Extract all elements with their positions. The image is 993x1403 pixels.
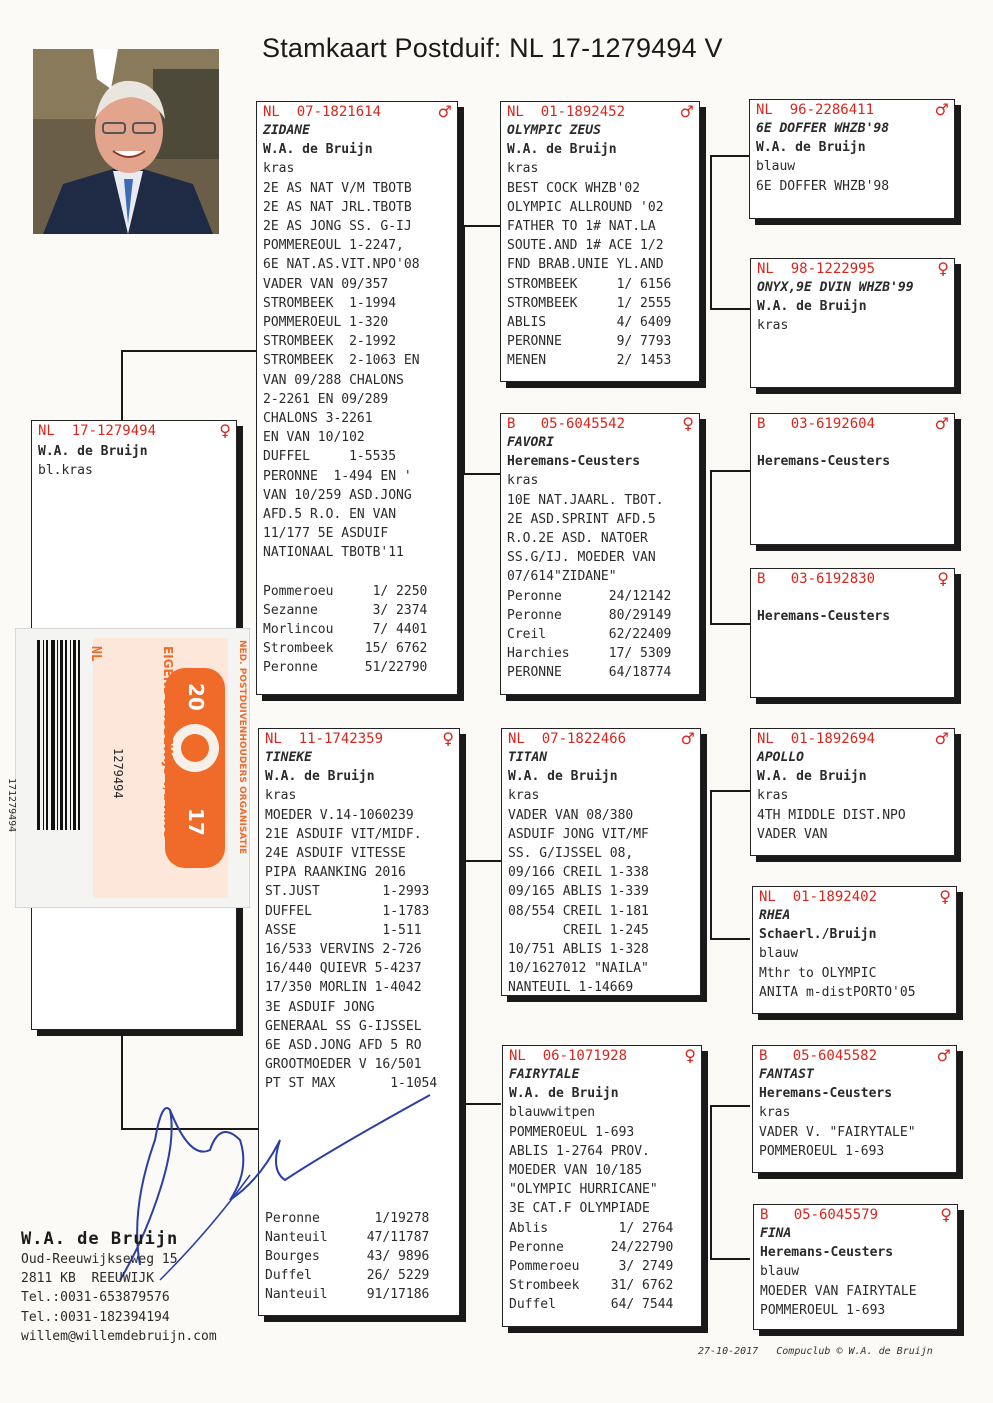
ring-number: NL 11-1742359 xyxy=(265,731,384,747)
ring-number: NL 17-1279494 xyxy=(38,423,157,439)
male-sex-icon: ♂ xyxy=(679,102,694,121)
pedigree-line: POMMEROEUL 1-693 xyxy=(509,1124,635,1140)
pigeon-name: TITAN xyxy=(508,750,548,765)
pedigree-line: 2E AS NAT JRL.TBOTB xyxy=(263,199,412,215)
breeder-name: W.A. de Bruijn xyxy=(756,140,866,156)
female-sex-icon: ♀ xyxy=(219,421,231,440)
pedigree-line: 11/177 5E ASDUIF xyxy=(263,526,389,542)
pedigree-line: 2E AS NAT V/M TBOTB xyxy=(263,180,412,196)
ring-number: B 03-6192830 xyxy=(757,571,876,587)
pedigree-line: VADER VAN xyxy=(757,826,828,842)
pedigree-line: R.O.2E ASD. NATOER xyxy=(507,531,648,547)
pedigree-line: STROMBEEK 1-1994 xyxy=(263,295,397,311)
pedigree-line: PT ST MAX 1-1054 xyxy=(265,1076,438,1092)
pedigree-line: 6E DOFFER WHZB'98 xyxy=(756,178,890,194)
dam-dam-card xyxy=(502,1045,702,1327)
ring-number: B 05-6045579 xyxy=(760,1207,879,1223)
pigeon-name: FAVORI xyxy=(507,435,554,450)
pedigree-line: ST.JUST 1-2993 xyxy=(265,884,430,900)
sticker-ring-number: 1279494 xyxy=(111,748,125,799)
pedigree-line: Peronne 24/22790 xyxy=(509,1239,674,1255)
owner-email[interactable]: willem@willemdebruijn.com xyxy=(21,1328,217,1344)
pedigree-line: POMMEREOUL 1-2247, xyxy=(263,238,404,254)
connector-line xyxy=(710,1105,712,1260)
ring-number: NL 01-1892402 xyxy=(759,889,878,905)
pedigree-line: Morlincou 7/ 4401 xyxy=(263,622,428,638)
owner-name: W.A. de Bruijn xyxy=(21,1229,179,1249)
breeder-name: Heremans-Ceusters xyxy=(507,454,641,470)
dss-card xyxy=(750,728,955,856)
sticker-year-a: 20 xyxy=(184,683,208,711)
sticker-title: EIGENDOMSBEWIJS v/d RING xyxy=(161,646,175,839)
pedigree-line: 08/554 CREIL 1-181 xyxy=(508,903,649,919)
pigeon-color: blauw xyxy=(759,946,799,962)
breeder-name: Heremans-Ceusters xyxy=(760,1245,894,1261)
pedigree-line: SOUTE.AND 1# ACE 1/2 xyxy=(507,238,664,254)
sds-card xyxy=(750,413,955,545)
pedigree-line: Ablis 1/ 2764 xyxy=(509,1220,674,1236)
female-sex-icon: ♀ xyxy=(682,414,694,433)
connector-line xyxy=(710,938,750,940)
pedigree-line: Pommeroeu 3/ 2749 xyxy=(509,1259,674,1275)
connector-line xyxy=(463,860,465,1105)
breeder-name: Heremans-Ceusters xyxy=(757,609,891,624)
breeder-name: W.A. de Bruijn xyxy=(509,1086,619,1102)
pedigree-line: PERONNE 1-494 EN ' xyxy=(263,468,412,484)
sticker-year-b: 17 xyxy=(184,808,208,836)
male-sex-icon: ♂ xyxy=(437,102,452,121)
female-sex-icon: ♀ xyxy=(442,729,454,748)
dsd-card xyxy=(752,886,957,1014)
ddd-card xyxy=(753,1204,958,1330)
pedigree-line: 09/166 CREIL 1-338 xyxy=(508,865,649,881)
ring-number: B 05-6045542 xyxy=(507,416,626,432)
breeder-name: W.A. de Bruijn xyxy=(263,142,373,158)
pedigree-line: 2E AS JONG SS. G-IJ xyxy=(263,219,412,235)
pedigree-line: POMMEROEUL 1-320 xyxy=(263,315,389,331)
pedigree-line: PIPA RAANKING 2016 xyxy=(265,865,406,881)
pedigree-line: POMMEROEUL 1-693 xyxy=(759,1143,885,1159)
pedigree-line: 3E CAT.F OLYMPIADE xyxy=(509,1201,650,1217)
pedigree-line: Bourges 43/ 9896 xyxy=(265,1249,430,1265)
pigeon-color: kras xyxy=(759,1105,791,1121)
connector-line xyxy=(121,350,123,422)
ring-number: B 03-6192604 xyxy=(757,416,876,432)
connector-line xyxy=(710,1258,750,1260)
breeder-name: Heremans-Ceusters xyxy=(759,1086,893,1102)
pedigree-line: OLYMPIC ALLROUND '02 xyxy=(507,199,664,215)
pedigree-line: 6E ASD.JONG AFD 5 RO xyxy=(265,1038,422,1054)
connector-line xyxy=(463,473,501,475)
connector-line xyxy=(710,1105,750,1107)
pigeon-color: kras xyxy=(507,473,539,489)
pigeon-name: ONYX,9E DVIN WHZB'99 xyxy=(757,280,914,295)
pedigree-line: SS. G/IJSSEL 08, xyxy=(508,846,634,862)
pedigree-line: 16/440 QUIEVR 5-4237 xyxy=(265,961,422,977)
pedigree-line: PERONNE 64/18774 xyxy=(507,665,672,681)
pedigree-line: Creil 62/22409 xyxy=(507,627,672,643)
pigeon-name: TINEKE xyxy=(265,750,312,765)
female-sex-icon: ♀ xyxy=(939,887,951,906)
ring-ownership-sticker xyxy=(6,628,250,908)
pigeon-color: blauw xyxy=(760,1264,800,1280)
connector-line xyxy=(710,470,750,472)
pedigree-line: ASDUIF JONG VIT/MF xyxy=(508,826,649,842)
male-sex-icon: ♂ xyxy=(680,729,695,748)
breeder-name: Heremans-Ceusters xyxy=(757,454,891,469)
owner-city: 2811 KB REEUWIJK xyxy=(21,1271,155,1287)
female-sex-icon: ♀ xyxy=(684,1046,696,1065)
pedigree-line: Peronne 24/12142 xyxy=(507,588,672,604)
pedigree-line: 10/1627012 "NAILA" xyxy=(508,961,649,977)
sdd-card xyxy=(750,568,955,698)
connector-line xyxy=(710,155,750,157)
pedigree-line: Sezanne 3/ 2374 xyxy=(263,602,428,618)
pedigree-line: VAN 10/259 ASD.JONG xyxy=(263,487,412,503)
pigeon-name: FANTAST xyxy=(759,1067,814,1082)
pigeon-name: OLYMPIC ZEUS xyxy=(507,123,601,138)
pigeon-name: 6E DOFFER WHZB'98 xyxy=(756,121,890,136)
pigeon-color: blauwwitpen xyxy=(509,1105,596,1121)
pigeon-color: kras xyxy=(265,788,297,804)
pedigree-line: ANITA m-distPORTO'05 xyxy=(759,984,916,1000)
pedigree-line: FND BRAB.UNIE YL.AND xyxy=(507,257,664,273)
pedigree-line: Pommeroeu 1/ 2250 xyxy=(263,583,428,599)
dam-sire-card xyxy=(501,728,701,996)
pigeon-color: kras xyxy=(508,788,540,804)
pedigree-line: 2E ASD.SPRINT AFD.5 xyxy=(507,511,656,527)
pedigree-line: Strombeek 15/ 6762 xyxy=(263,641,428,657)
pedigree-line: Nanteuil 47/11787 xyxy=(265,1229,430,1245)
female-sex-icon: ♀ xyxy=(940,1205,952,1224)
pedigree-line: STROMBEEK 2-1063 EN xyxy=(263,353,420,369)
connector-line xyxy=(463,225,465,475)
pigeon-name: FAIRYTALE xyxy=(509,1067,580,1082)
breeder-name: W.A. de Bruijn xyxy=(757,769,867,785)
pedigree-line: BEST COCK WHZB'02 xyxy=(507,180,641,196)
pedigree-line: STROMBEEK 1/ 2555 xyxy=(507,295,672,311)
breeder-name: W.A. de Bruijn xyxy=(38,444,148,459)
connector-line xyxy=(710,308,750,310)
owner-street: Oud-Reeuwijkseweg 15 xyxy=(21,1252,178,1267)
footer-credit: 27-10-2017 Compuclub © W.A. de Bruijn xyxy=(698,1346,933,1357)
pedigree-line: Duffel 26/ 5229 xyxy=(265,1268,430,1284)
pedigree-line: VADER VAN 08/380 xyxy=(508,807,634,823)
pedigree-line: Mthr to OLYMPIC xyxy=(759,965,877,981)
sticker-org: NED. POSTDUIVENHOUDERS ORGANISATIE xyxy=(237,640,247,855)
male-sex-icon: ♂ xyxy=(934,414,949,433)
owner-phone: Tel.:0031-653879576 xyxy=(21,1290,170,1306)
pigeon-name: FINA xyxy=(760,1226,792,1241)
pigeon-color: blauw xyxy=(756,159,796,175)
pigeon-name: ZIDANE xyxy=(263,123,310,138)
breeder-name: W.A. de Bruijn xyxy=(508,769,618,785)
pedigree-line: MOEDER VAN FAIRYTALE xyxy=(760,1283,917,1299)
pedigree-line: 07/614"ZIDANE" xyxy=(507,569,617,585)
pedigree-line: FATHER TO 1# NAT.LA xyxy=(507,219,656,235)
sss-card xyxy=(749,99,955,219)
pedigree-line: GROOTMOEDER V 16/501 xyxy=(265,1057,422,1073)
pedigree-line: DUFFEL 1-5535 xyxy=(263,449,397,465)
pedigree-line: 10E NAT.JAARL. TBOT. xyxy=(507,492,664,508)
pedigree-line: Strombeek 31/ 6762 xyxy=(509,1278,674,1294)
ssd-card xyxy=(750,258,955,388)
pedigree-line: 6E NAT.AS.VIT.NPO'08 xyxy=(263,257,420,273)
connector-line xyxy=(463,225,501,227)
pedigree-line: ABLIS 4/ 6409 xyxy=(507,315,672,331)
male-sex-icon: ♂ xyxy=(934,729,949,748)
pedigree-line: NATIONAAL TBOTB'11 xyxy=(263,545,404,561)
sire-card xyxy=(256,101,458,695)
owner-address-block xyxy=(21,1228,217,1346)
connector-line xyxy=(710,155,712,310)
pedigree-line: Harchies 17/ 5309 xyxy=(507,646,672,662)
pedigree-line: 4TH MIDDLE DIST.NPO xyxy=(757,807,906,823)
pedigree-line: NANTEUIL 1-14669 xyxy=(508,980,634,996)
pedigree-line: AFD.5 R.O. EN VAN xyxy=(263,507,397,523)
pedigree-line: Peronne 51/22790 xyxy=(263,660,428,676)
page-title: Stamkaart Postduif: NL 17-1279494 V xyxy=(262,33,723,63)
pedigree-line: 09/165 ABLIS 1-339 xyxy=(508,884,649,900)
pedigree-line: POMMEROEUL 1-693 xyxy=(760,1302,886,1318)
pedigree-line: MOEDER V.14-1060239 xyxy=(265,807,414,823)
pedigree-line: STROMBEEK 1/ 6156 xyxy=(507,276,672,292)
female-sex-icon: ♀ xyxy=(937,569,949,588)
pedigree-line: 21E ASDUIF VIT/MIDF. xyxy=(265,826,422,842)
connector-line xyxy=(710,790,712,940)
male-sex-icon: ♂ xyxy=(934,100,949,119)
pedigree-line: 10/751 ABLIS 1-328 xyxy=(508,942,649,958)
pedigree-line: GENERAAL SS G-IJSSEL xyxy=(265,1018,422,1034)
pedigree-line: DUFFEL 1-1783 xyxy=(265,903,430,919)
pigeon-color: kras xyxy=(757,788,789,804)
owner-phone: Tel.:0031-182394194 xyxy=(21,1309,170,1325)
pigeon-name: APOLLO xyxy=(757,750,804,765)
ring-number: NL 98-1222995 xyxy=(757,261,876,277)
sticker-barcode-number: 171279494 xyxy=(6,778,17,833)
breeder-name: W.A. de Bruijn xyxy=(265,769,375,785)
pedigree-line: CREIL 1-245 xyxy=(508,922,649,938)
ring-number: NL 07-1821614 xyxy=(263,104,382,120)
dds-card xyxy=(752,1045,957,1173)
ring-number: NL 96-2286411 xyxy=(756,102,875,118)
sire-sire-card xyxy=(500,101,700,382)
pigeon-name: RHEA xyxy=(759,908,791,923)
connector-line xyxy=(463,1103,501,1105)
pedigree-line: "OLYMPIC HURRICANE" xyxy=(509,1182,658,1198)
pigeon-color: kras xyxy=(757,318,789,334)
connector-line xyxy=(710,623,750,625)
pedigree-line: 3E ASDUIF JONG xyxy=(265,999,375,1015)
pedigree-line: VADER V. "FAIRYTALE" xyxy=(759,1124,916,1140)
pedigree-line: 17/350 MORLIN 1-4042 xyxy=(265,980,422,996)
pedigree-line: STROMBEEK 2-1992 xyxy=(263,334,397,350)
pedigree-line: MOEDER VAN 10/185 xyxy=(509,1163,643,1179)
connector-line xyxy=(710,470,712,625)
pedigree-line: 16/533 VERVINS 2-726 xyxy=(265,942,422,958)
male-sex-icon: ♂ xyxy=(936,1046,951,1065)
ring-number: NL 06-1071928 xyxy=(509,1048,628,1064)
female-sex-icon: ♀ xyxy=(937,259,949,278)
pedigree-line: CHALONS 3-2261 xyxy=(263,411,373,427)
pigeon-color: kras xyxy=(507,161,539,177)
pigeon-color: bl.kras xyxy=(38,463,93,479)
breeder-name: W.A. de Bruijn xyxy=(757,299,867,315)
pedigree-line: Nanteuil 91/17186 xyxy=(265,1287,430,1303)
breeder-name: Schaerl./Bruijn xyxy=(759,927,877,943)
pedigree-line: Peronne 1/19278 xyxy=(265,1210,430,1226)
ring-number: NL 01-1892452 xyxy=(507,104,626,120)
pedigree-line: SS.G/IJ. MOEDER VAN xyxy=(507,550,656,566)
pedigree-line: Peronne 80/29149 xyxy=(507,607,672,623)
pedigree-line: VAN 09/288 CHALONS xyxy=(263,372,404,388)
connector-line xyxy=(121,350,258,352)
pedigree-line: MENEN 2/ 1453 xyxy=(507,353,672,369)
pigeon-color: kras xyxy=(263,161,295,177)
pedigree-line: ABLIS 1-2764 PROV. xyxy=(509,1143,650,1159)
breeder-name: W.A. de Bruijn xyxy=(507,142,617,158)
ring-number: B 05-6045582 xyxy=(759,1048,878,1064)
ring-number: NL 01-1892694 xyxy=(757,731,876,747)
sticker-country: NL xyxy=(88,646,103,662)
owner-photo xyxy=(33,49,219,234)
pedigree-line: VADER VAN 09/357 xyxy=(263,276,389,292)
connector-line xyxy=(463,860,501,862)
pedigree-line: EN VAN 10/102 xyxy=(263,430,365,446)
pedigree-line: ASSE 1-511 xyxy=(265,922,422,938)
pedigree-line: 24E ASDUIF VITESSE xyxy=(265,846,406,862)
connector-line xyxy=(710,790,750,792)
pedigree-line: 2-2261 EN 09/289 xyxy=(263,391,389,407)
ring-number: NL 07-1822466 xyxy=(508,731,627,747)
pedigree-line: Duffel 64/ 7544 xyxy=(509,1297,674,1313)
sire-dam-card xyxy=(500,413,700,695)
pedigree-line: PERONNE 9/ 7793 xyxy=(507,334,672,350)
